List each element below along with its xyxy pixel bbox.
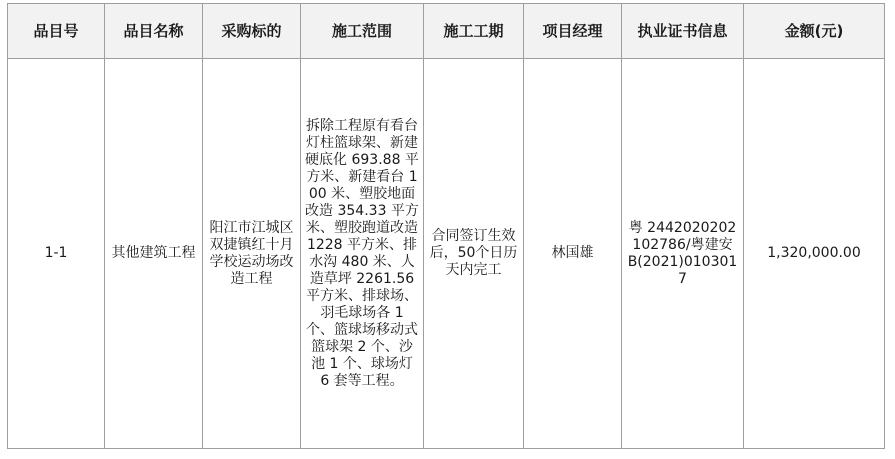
header-period: 施工工期: [424, 4, 524, 59]
header-scope: 施工范围: [301, 4, 424, 59]
cell-item-no: 1-1: [8, 59, 105, 449]
header-amount: 金额(元): [744, 4, 885, 59]
cell-manager: 林国雄: [524, 59, 622, 449]
header-item-name: 品目名称: [105, 4, 203, 59]
cell-item-name: 其他建筑工程: [105, 59, 203, 449]
procurement-items-table: [7, 3, 885, 449]
header-manager: 项目经理: [524, 4, 622, 59]
header-item-no: 品目号: [8, 4, 105, 59]
header-cert: 执业证书信息: [622, 4, 744, 59]
cell-amount: 1,320,000.00: [744, 59, 885, 449]
table-row: [8, 59, 885, 449]
table-header-row: [8, 4, 885, 59]
cell-period: 合同签订生效后，50个日历天内完工: [424, 59, 524, 449]
header-target: 采购标的: [203, 4, 301, 59]
cell-cert: 粤 2442020202102786/粤建安 B(2021)0103017: [622, 59, 744, 449]
cell-scope: 拆除工程原有看台灯柱篮球架、新建硬底化 693.88 平方米、新建看台 100 米、塑胶地面改造 354.33 平方米、塑胶跑道改造 1228 平方米、排水沟 480 米、人造草坪 2261.56平方米、排球场、羽毛球场各 1 个、篮球场移动式篮球架 2 个、沙池 1 个、球场灯 6 套等工程。: [301, 59, 424, 449]
cell-target: 阳江市江城区双捷镇红十月学校运动场改造工程: [203, 59, 301, 449]
